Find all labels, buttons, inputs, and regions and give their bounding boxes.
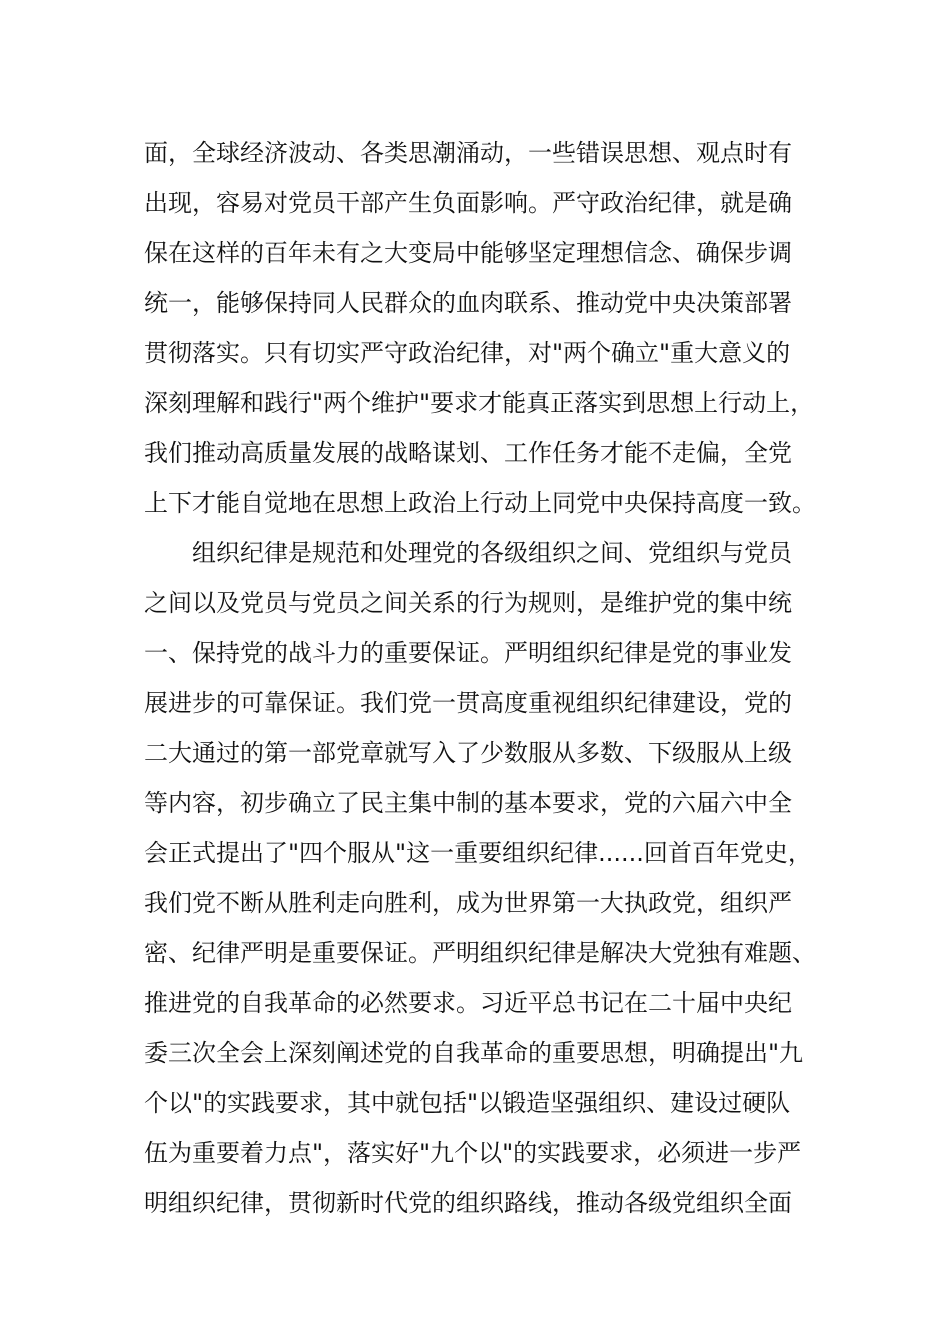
text-line: 统一，能够保持同人民群众的血肉联系、推动党中央决策部署 [144,289,792,317]
text-line: 上下才能自觉地在思想上政治上行动上同党中央保持高度一致。 [144,489,816,517]
text-line: 面，全球经济波动、各类思潮涌动，一些错误思想、观点时有 [144,139,792,167]
text-line: 密、纪律严明是重要保证。严明组织纪律是解决大党独有难题、 [144,939,816,967]
text-line: 伍为重要着力点"，落实好"九个以"的实践要求，必须进一步严 [144,1139,802,1167]
text-line: 展进步的可靠保证。我们党一贯高度重视组织纪律建设，党的 [144,689,792,717]
text-line: 委三次全会上深刻阐述党的自我革命的重要思想，明确提出"九 [144,1039,804,1067]
text-line: 我们党不断从胜利走向胜利，成为世界第一大执政党，组织严 [144,889,792,917]
text-line: 一、保持党的战斗力的重要保证。严明组织纪律是党的事业发 [144,639,792,667]
paragraph-start-line: 组织纪律是规范和处理党的各级组织之间、党组织与党员 [192,539,792,567]
text-line: 二大通过的第一部党章就写入了少数服从多数、下级服从上级 [144,739,792,767]
text-line: 个以"的实践要求，其中就包括"以锻造坚强组织、建设过硬队 [144,1089,791,1117]
text-line: 明组织纪律，贯彻新时代党的组织路线，推动各级党组织全面 [144,1189,792,1217]
text-line: 推进党的自我革命的必然要求。习近平总书记在二十届中央纪 [144,989,792,1017]
text-line: 贯彻落实。只有切实严守政治纪律，对"两个确立"重大意义的 [144,339,791,367]
text-line: 会正式提出了"四个服从"这一重要组织纪律......回首百年党史， [144,839,812,867]
text-line: 保在这样的百年未有之大变局中能够坚定理想信念、确保步调 [144,239,792,267]
text-line: 深刻理解和践行"两个维护"要求才能真正落实到思想上行动上， [144,389,815,417]
text-line: 出现，容易对党员干部产生负面影响。严守政治纪律，就是确 [144,189,792,217]
body-text [144,128,844,1228]
text-line: 等内容，初步确立了民主集中制的基本要求，党的六届六中全 [144,789,792,817]
text-line: 之间以及党员与党员之间关系的行为规则，是维护党的集中统 [144,589,792,617]
text-line: 我们推动高质量发展的战略谋划、工作任务才能不走偏，全党 [144,439,792,467]
